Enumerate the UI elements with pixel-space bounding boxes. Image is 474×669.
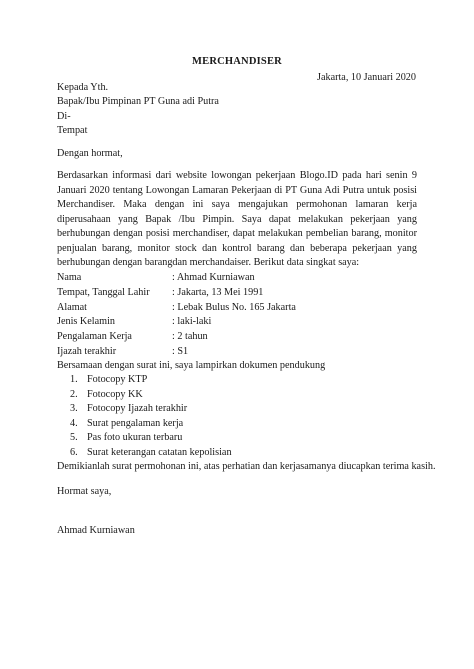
regards: Hormat saya,	[57, 486, 112, 497]
info-label: Jenis Kelamin	[57, 316, 116, 328]
list-item	[70, 431, 232, 446]
list-number: 1.	[70, 374, 78, 385]
address-line: Bapak/Ibu Pimpinan PT Guna adi Putra	[57, 96, 219, 108]
list-number: 2.	[70, 388, 78, 400]
address-line: Di-	[57, 110, 71, 122]
info-row	[57, 330, 296, 345]
info-label: Ijazah terakhir	[57, 345, 117, 357]
signature-name: Ahmad Kurniawan	[57, 525, 135, 536]
info-label: Pengalaman Kerja	[57, 331, 132, 343]
info-label: Alamat	[57, 301, 87, 313]
greeting: Dengan hormat,	[57, 148, 123, 159]
info-label: Tempat, Tanggal Lahir	[57, 286, 150, 298]
info-value: : Ahmad Kurniawan	[172, 272, 255, 283]
list-number: 3.	[70, 403, 78, 414]
closing-paragraph: Demikianlah surat permohonan ini, atas perhatian dan kerjasamanya diucapkan terima kasih.	[57, 461, 436, 472]
attachments-list	[70, 373, 232, 460]
applicant-info-list	[57, 271, 296, 360]
info-value: : Lebak Bulus No. 165 Jakarta	[172, 301, 296, 313]
attachments-intro: Bersamaan dengan surat ini, saya lampirkan dokumen pendukung	[57, 360, 326, 371]
letter-date: Jakarta, 10 Januari 2020	[316, 72, 416, 83]
list-item	[70, 388, 232, 403]
address-line: Kepada Yth.	[57, 82, 109, 93]
list-number: 5.	[70, 432, 78, 443]
list-text: Surat pengalaman kerja	[87, 417, 184, 429]
address-line: Tempat	[57, 124, 88, 136]
info-value: : Jakarta, 13 Mei 1991	[172, 286, 264, 298]
info-row	[57, 286, 296, 301]
list-text: Pas foto ukuran terbaru	[87, 432, 183, 443]
info-row	[57, 315, 296, 330]
info-row	[57, 301, 296, 316]
list-number: 6.	[70, 446, 78, 458]
info-value: : 2 tahun	[172, 331, 208, 343]
list-text: Fotocopy KK	[87, 388, 143, 400]
info-label: Nama	[57, 272, 82, 283]
list-item	[70, 446, 232, 461]
letter-title: MERCHANDISER	[192, 56, 282, 67]
list-text: Fotocopy KTP	[87, 374, 148, 385]
list-text: Fotocopy Ijazah terakhir	[87, 403, 188, 414]
list-number: 4.	[70, 417, 78, 429]
list-item	[70, 373, 232, 388]
info-row	[57, 271, 296, 286]
info-value: : laki-laki	[172, 316, 212, 328]
info-value: : S1	[172, 345, 189, 357]
intro-paragraph: Berdasarkan informasi dari website lowongan pekerjaan Blogo.ID pada hari senin 9 Januari 2020 tentang Lowongan Lamaran Pekerjaan di PT Guna Adi Putra untuk posisi Merchandiser. Maka dengan ini saya mengajukan permohonan lamaran kerja diperusahaan yang Bapak /Ibu Pimpin. Saya dapat melakukan pekerjaan yang berhubungan dengan posisi merchandiser, dapat melakukan pembelian barang, monitor penjualan barang, monitor stock dan kontrol barang dan beberapa pekerjaan yang berhubungan dengan barangdan merchandaiser. Berikut data singkat saya:	[57, 170, 417, 268]
list-text: Surat keterangan catatan kepolisian	[87, 446, 232, 458]
list-item	[70, 402, 232, 417]
info-row	[57, 345, 296, 360]
recipient-address	[57, 81, 417, 138]
list-item	[70, 417, 232, 432]
